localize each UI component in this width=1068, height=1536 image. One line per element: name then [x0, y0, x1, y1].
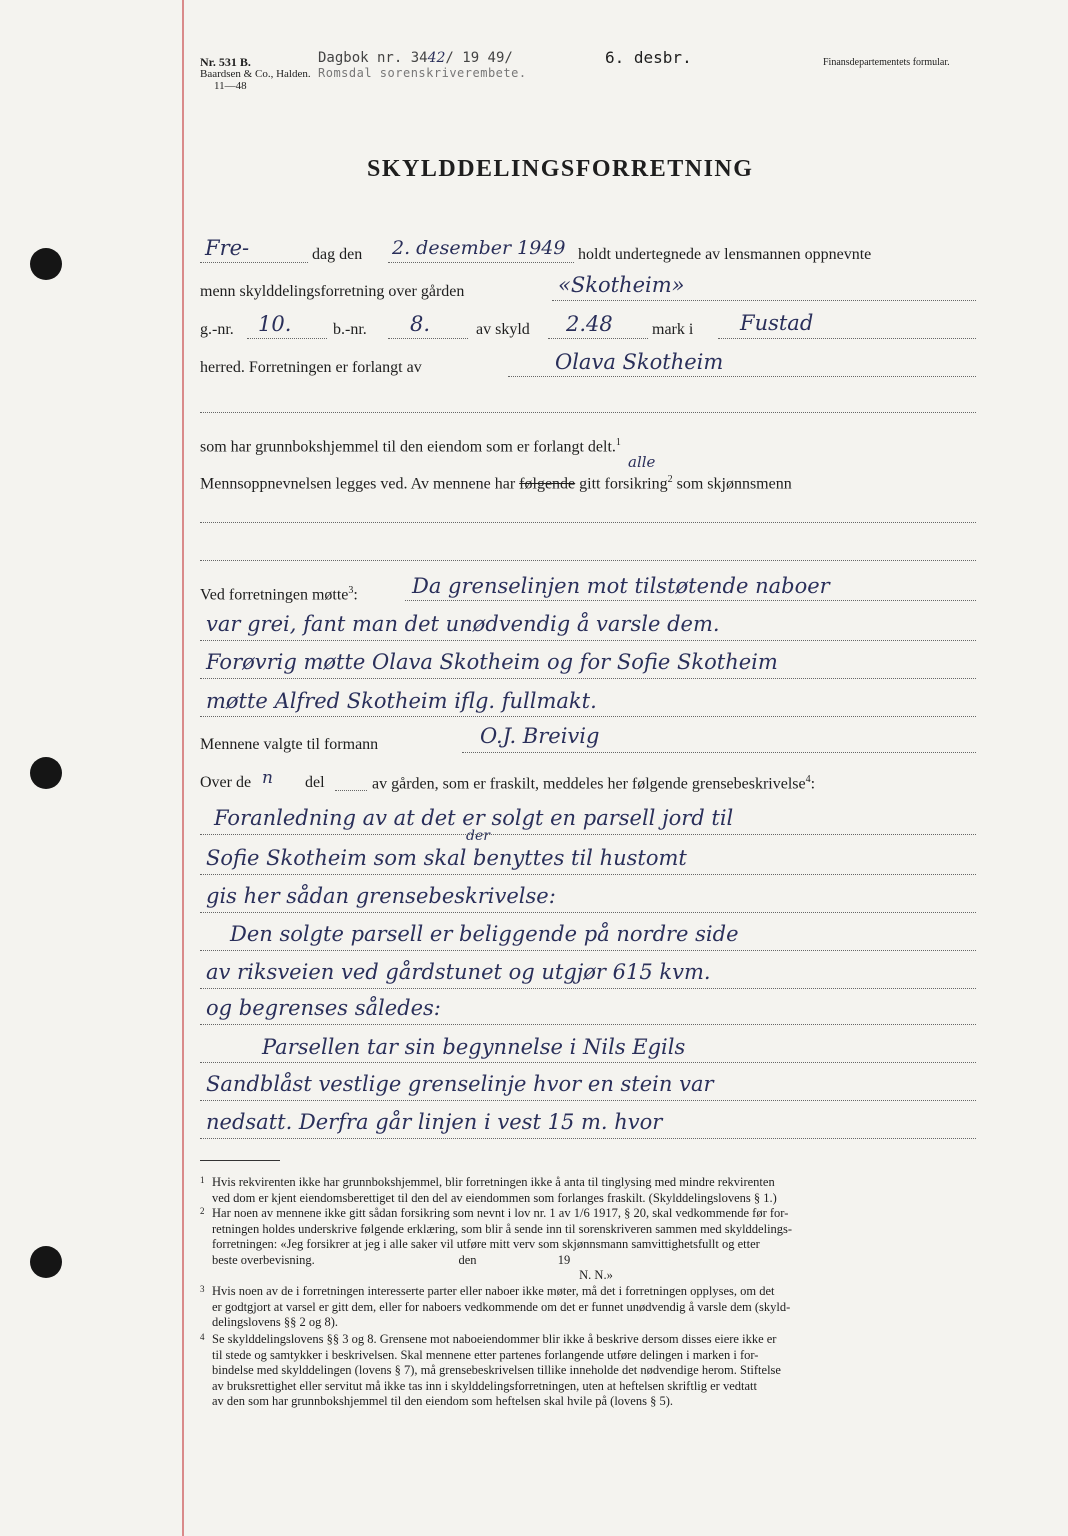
date-value: 2. desember 1949 [392, 237, 566, 259]
inserted-word: alle [628, 453, 656, 471]
footnote-1 [200, 1175, 980, 1206]
fill-line [247, 338, 327, 339]
fill-line [388, 338, 468, 339]
fill-line [508, 376, 976, 377]
fill-line [200, 716, 976, 717]
boundary-line-7: Parsellen tar sin begynnelse i Nils Egils [262, 1035, 686, 1059]
stamp-year: / 19 49/ [445, 50, 513, 66]
skyld-value: 2.48 [566, 312, 613, 336]
attended-text: Ved forretningen møtte [200, 586, 349, 604]
fill-line [200, 1062, 976, 1063]
registry-stamp [318, 50, 527, 80]
footnote-line: ved dom er kjent eiendomsberettiget til den del av eiendommen som forlanges fraskilt. (Skylddelingslovens § 1.) [212, 1190, 777, 1205]
footnote-ref: 3 [348, 585, 354, 596]
fill-line [200, 1024, 976, 1025]
footnote-line: er godtgjort at varsel er gitt dem, eller for naboers vedkommende om det er funnet unødvendig å varsle dem (skyld- [212, 1299, 791, 1314]
fill-line [200, 950, 976, 951]
fill-line [388, 262, 574, 263]
footnote-number: 4 [200, 1332, 205, 1342]
line1-text: holdt undertegnede av lensmannen oppnevnte [578, 246, 872, 263]
form-imprint [200, 56, 311, 92]
attended-line-3: Forøvrig møtte Olava Skotheim og for Sofie Skotheim [206, 650, 778, 674]
margin-rule [182, 0, 184, 1536]
print-date: 11—48 [214, 80, 247, 92]
attended-line-2: var grei, fant man det unødvendig å varsle dem. [206, 612, 720, 636]
fill-line [548, 338, 648, 339]
footnote-line: beste overbevisning. den 19 [212, 1252, 571, 1267]
farm-label: menn skylddelingsforretning over gården [200, 283, 465, 300]
fill-line [200, 522, 976, 523]
footnote-line: forretningen: «Jeg forsikrer at jeg i alle saker vil utføre mitt verv som skjønnsmann samvittighetsfullt og etter [212, 1237, 760, 1251]
footnote-3 [200, 1284, 980, 1331]
bnr-label: b.-nr. [333, 321, 367, 338]
stamp-journal-number: Dagbok nr. 34 [318, 50, 428, 66]
printer-name: Baardsen & Co., Halden. [200, 68, 311, 80]
footnote-line: retningen holdes underskrive følgende erklæring, som blir å sende inn til sorenskriveren sammen med skylddelings- [212, 1221, 793, 1236]
requester-label: herred. Forretningen er forlangt av [200, 359, 422, 376]
boundary-line-4: Den solgte parsell er beliggende på nordre side [230, 922, 739, 946]
fill-line [200, 874, 976, 875]
fill-line [200, 640, 976, 641]
issuer-note: Finansdepartementets formular. [823, 57, 950, 68]
punch-hole [30, 757, 62, 789]
attended-label: Ved forretningen møtte$^3$: [200, 585, 358, 604]
footnote-number: 3 [200, 1284, 205, 1294]
footnote-signature: N. N.» [579, 1268, 613, 1282]
chairman-value: O.J. Breivig [480, 724, 600, 748]
stamp-handwritten-number: 42 [427, 50, 446, 66]
boundary-line-8: Sandblåst vestlige grenselinje hvor en stein var [206, 1072, 714, 1096]
footnote-line: av bruksrettighet eller servitut må ikke tas inn i skylddelingsforretningen, uten at heftelsen skriftlig er vedtatt [212, 1378, 757, 1393]
fill-line [200, 1100, 976, 1101]
over-label: Over de [200, 774, 252, 791]
over-suffix: n [262, 768, 273, 788]
footnote-line: Se skylddelingslovens §§ 3 og 8. Grensene mot naboeiendommer blir ikke å beskrive dersom disses eiere ikke er [212, 1332, 777, 1346]
footnote-rule [200, 1160, 280, 1161]
punch-hole [30, 1246, 62, 1278]
fill-line [200, 560, 976, 561]
del-label: del [305, 774, 325, 791]
bnr-value: 8. [410, 312, 431, 336]
chairman-label: Mennene valgte til formann [200, 736, 379, 753]
fill-line [200, 1138, 976, 1139]
attended-line-4: møtte Alfred Skotheim iflg. fullmakt. [206, 689, 597, 713]
requester-value: Olava Skotheim [555, 350, 724, 374]
boundary-label-text: av gården, som er fraskilt, meddeles her følgende grensebeskrivelse [372, 775, 806, 793]
footnote-number: 2 [200, 1206, 205, 1216]
attended-line-1: Da grenselinjen mot tilstøtende naboer [412, 574, 830, 598]
fill-line [405, 600, 976, 601]
gnr-value: 10. [258, 312, 292, 336]
footnote-line: Har noen av mennene ikke gitt sådan forsikring som nevnt i lov nr. 1 av 1/6 1917, § 20, skal vedkommende før for- [212, 1206, 789, 1220]
footnote-line: delingslovens §§ 2 og 8). [212, 1315, 339, 1329]
footnote-ref: 2 [667, 474, 673, 485]
fill-line [200, 912, 976, 913]
footnote-line: til stede og samtykker i beskrivelsen. Skal mennene etter partenes forlangende utføre delingen i marken i for- [212, 1347, 759, 1362]
punch-hole [30, 248, 62, 280]
boundary-line-9: nedsatt. Derfra går linjen i vest 15 m. hvor [206, 1110, 663, 1134]
fill-line [335, 790, 367, 791]
farm-value: «Skotheim» [558, 273, 685, 297]
document-title: SKYLDDELINGSFORRETNING [367, 156, 754, 182]
appointment-text: Mennsoppnevnelsen legges ved. Av mennene har [200, 475, 516, 493]
footnote-line: bindelse med skylddelingen (lovens § 7), må grensebeskrivelsen tillike inneholde det nødvendige herom. Stiftelse [212, 1363, 781, 1377]
fill-line [200, 988, 976, 989]
footnote-line: Hvis rekvirenten ikke har grunnbokshjemmel, blir forretningen ikke å anta til tinglysing med mindre rekvirenten [212, 1175, 775, 1189]
boundary-line-3: gis her sådan grensebeskrivelse: [206, 884, 556, 908]
fill-line [200, 262, 308, 263]
boundary-line-5: av riksveien ved gårdstunet og utgjør 615 kvm. [206, 960, 711, 984]
footnote-4 [200, 1332, 980, 1410]
fill-line [552, 300, 976, 301]
fill-line [200, 412, 976, 413]
day-value: Fre- [205, 236, 250, 260]
boundary-line-2: Sofie Skotheim som skal benyttes til hustomt [206, 846, 687, 870]
fill-line [200, 834, 976, 835]
form-number: Nr. 531 B. [200, 55, 251, 69]
footnote-2 [200, 1206, 980, 1284]
stamp-office: Romsdal sorenskriverembete. [318, 66, 527, 80]
skyld-label: av skyld [476, 321, 530, 338]
appointment-line [200, 474, 792, 493]
footnote-line: Hvis noen av de i forretningen interesserte parter eller naboer ikke møter, må det i forretningen opplyses, om det [212, 1284, 775, 1298]
appointment-text-c: som skjønnsmenn [676, 475, 792, 493]
boundary-line-1: Foranledning av at det er solgt en parsell jord til [214, 806, 734, 830]
ownership-line [200, 437, 621, 456]
inserted-word: der [466, 828, 490, 844]
boundary-label: av gården, som er fraskilt, meddeles her følgende grensebeskrivelse$^4$: [372, 774, 816, 793]
struck-word: følgende [519, 475, 576, 493]
ownership-text: som har grunnbokshjemmel til den eiendom som er forlangt delt. [200, 438, 616, 456]
fill-line [462, 752, 976, 753]
fill-line [200, 678, 976, 679]
gnr-label: g.-nr. [200, 321, 234, 338]
footnote-number: 1 [200, 1175, 205, 1185]
municipality-value: Fustad [740, 311, 814, 335]
stamp-date: 6. desbr. [605, 48, 692, 67]
day-label: dag den [312, 246, 363, 263]
fill-line [718, 338, 976, 339]
boundary-line-6: og begrenses således: [206, 996, 441, 1020]
footnote-ref: 4 [805, 774, 811, 785]
footnote-ref: 1 [615, 437, 621, 448]
footnote-line: av den som har grunnbokshjemmel til den eiendom som heftelsen skal hvile på (lovens § 5). [212, 1394, 674, 1408]
mark-label: mark i [652, 321, 694, 338]
appointment-text-b: gitt forsikring [579, 475, 668, 493]
